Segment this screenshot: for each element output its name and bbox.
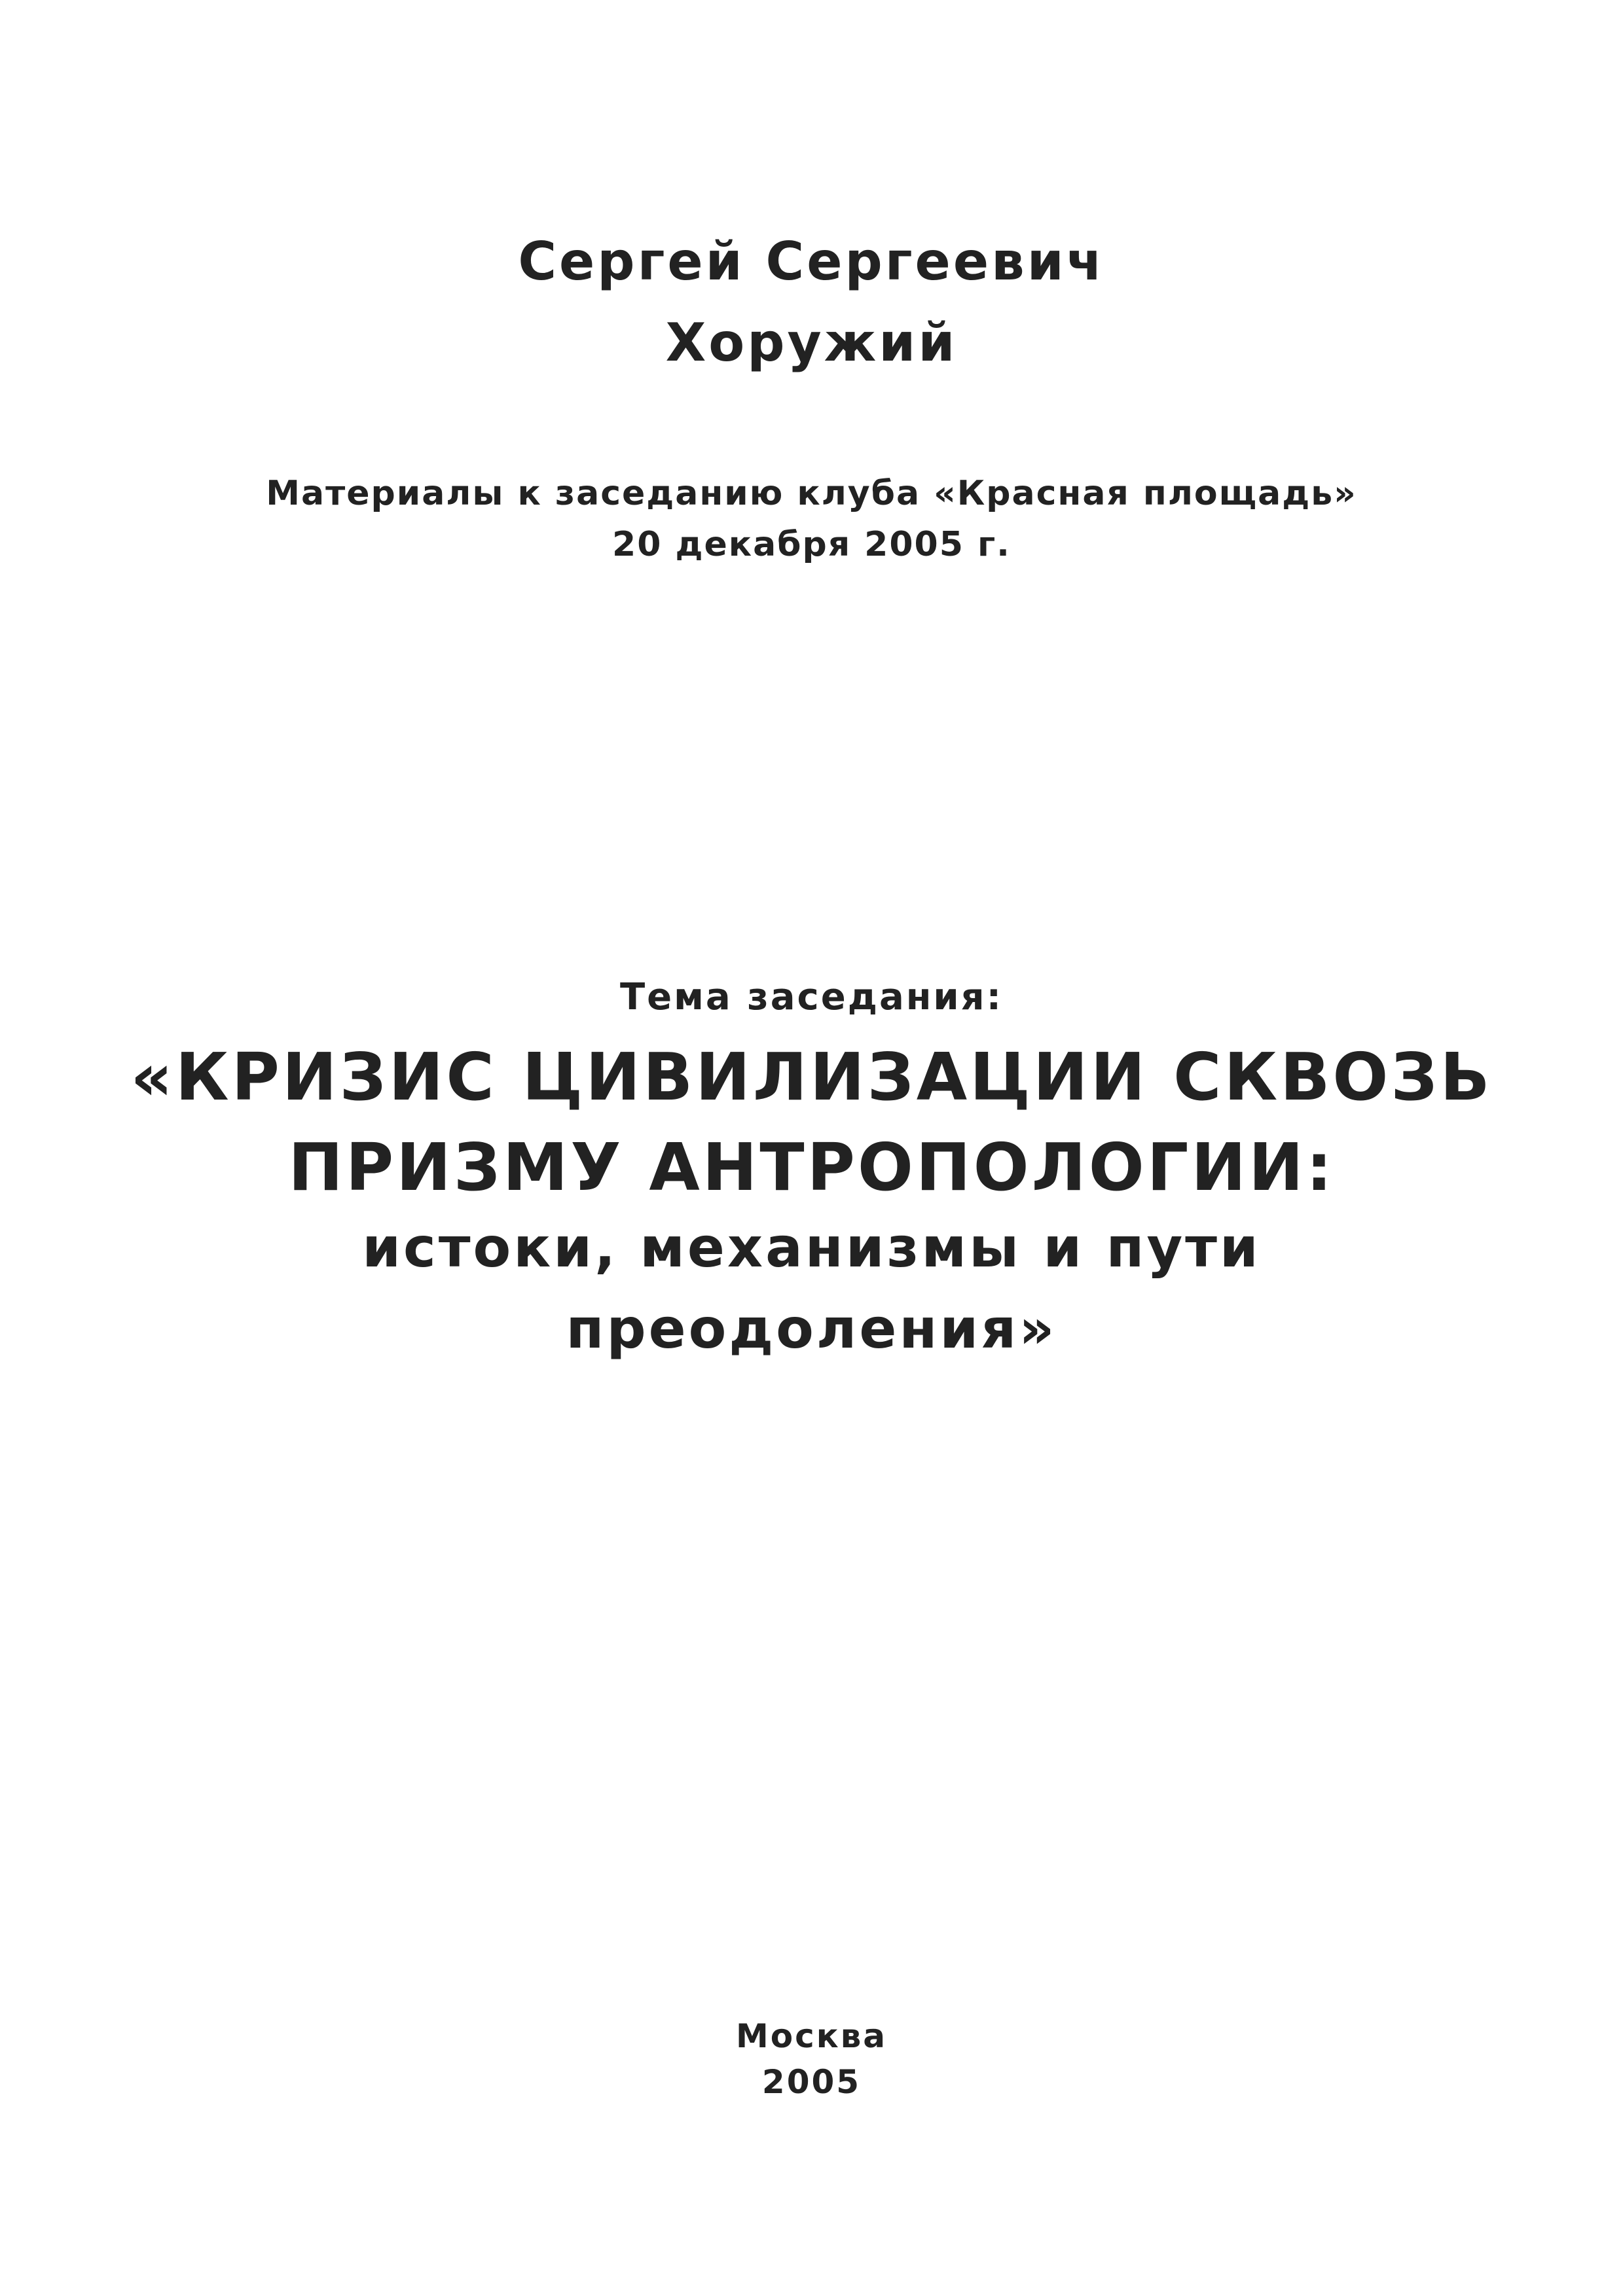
topic-label: Тема заседания: xyxy=(619,976,1004,1018)
materials-line2: 20 декабря 2005 г. xyxy=(612,525,1011,564)
topic-title-line1: «КРИЗИС ЦИВИЛИЗАЦИИ СКВОЗЬ xyxy=(130,1039,1493,1115)
materials-line1: Материалы к заседанию клуба «Красная площадь» xyxy=(266,474,1357,513)
topic-title-line3: истоки, механизмы и пути xyxy=(362,1215,1261,1280)
topic-title-line4: преодоления» xyxy=(566,1297,1057,1361)
imprint-city: Москва xyxy=(735,2017,888,2055)
topic-title-line2: ПРИЗМУ АНТРОПОЛОГИИ: xyxy=(288,1129,1335,1206)
imprint-year: 2005 xyxy=(761,2063,862,2101)
author-name-line1: Сергей Сергеевич xyxy=(518,231,1105,292)
author-name-line2: Хоружий xyxy=(665,312,958,373)
